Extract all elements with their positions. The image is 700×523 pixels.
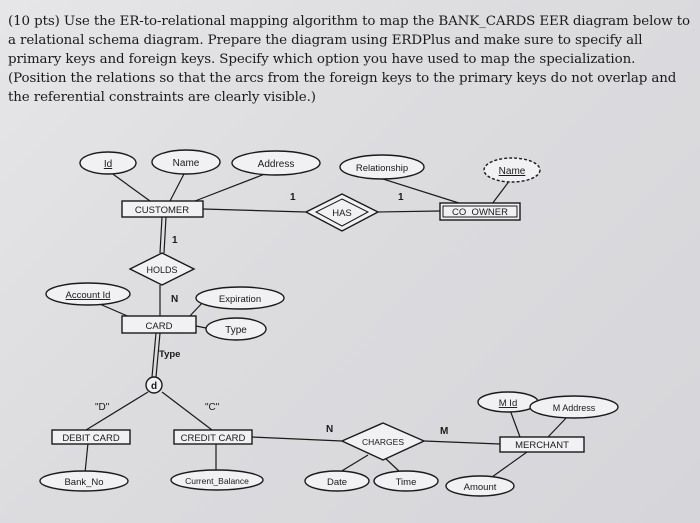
svg-text:Name: Name xyxy=(172,158,200,169)
attribute-date xyxy=(305,471,369,491)
attribute-current-balance xyxy=(171,470,263,490)
svg-text:CARD: CARD xyxy=(145,321,173,332)
svg-text:Relationship: Relationship xyxy=(355,163,409,174)
specialization-defining-attribute: Type xyxy=(159,349,181,360)
svg-text:Amount: Amount xyxy=(463,482,497,493)
svg-text:Name: Name xyxy=(498,166,526,177)
svg-text:Id: Id xyxy=(103,159,113,170)
svg-text:HOLDS: HOLDS xyxy=(146,265,178,275)
specialization-debit-value: "D" xyxy=(95,402,110,413)
svg-text:DEBIT CARD: DEBIT CARD xyxy=(62,433,120,444)
svg-text:Type: Type xyxy=(225,325,247,336)
specialization-circle xyxy=(146,377,162,393)
svg-text:Account Id: Account Id xyxy=(65,290,111,301)
svg-text:M Id: M Id xyxy=(498,398,518,409)
attribute-co-owner-name xyxy=(484,158,540,182)
attribute-co-owner-relationship xyxy=(340,155,424,179)
svg-text:Address: Address xyxy=(257,159,295,170)
relationship-holds xyxy=(130,253,194,285)
svg-text:HAS: HAS xyxy=(332,208,352,219)
attribute-expiration xyxy=(196,287,284,309)
cardinality-holds-card: N xyxy=(171,294,179,305)
svg-text:CO_OWNER: CO_OWNER xyxy=(452,207,508,218)
cardinality-holds-customer: 1 xyxy=(172,235,178,246)
attribute-customer-name xyxy=(152,150,220,174)
problem-text: (10 pts) Use the ER-to-relational mapping algorithm to map the BANK_CARDS EER diagram below to a relational schema diagram. Prepare the diagram using ERDPlus and make sure to specify all primary keys and foreign keys. Specify which option you have used to map the specialization. (Position the relations so that the arcs from the foreign keys to the primary keys do not overlap and the referential constraints are clearly visible.) xyxy=(8,14,690,105)
cardinality-charges-card: N xyxy=(326,424,334,435)
relationship-has xyxy=(306,194,378,231)
attribute-m-address xyxy=(530,396,618,418)
svg-text:Expiration: Expiration xyxy=(218,294,262,305)
specialization-credit-value: "C" xyxy=(205,402,220,413)
svg-text:CHARGES: CHARGES xyxy=(361,437,405,447)
attribute-account-id xyxy=(46,283,130,305)
svg-text:Time: Time xyxy=(395,477,417,488)
attribute-m-id xyxy=(478,392,538,412)
entity-debit-card xyxy=(52,430,130,444)
relationship-charges xyxy=(342,423,424,460)
entity-customer xyxy=(122,201,203,217)
svg-text:MERCHANT: MERCHANT xyxy=(515,440,569,451)
attribute-customer-address xyxy=(232,151,320,175)
entity-card xyxy=(122,316,196,333)
attribute-type xyxy=(206,318,266,340)
svg-text:Bank_No: Bank_No xyxy=(64,477,104,488)
svg-text:M Address: M Address xyxy=(552,403,596,413)
svg-text:Current_Balance: Current_Balance xyxy=(185,476,249,486)
cardinality-has-customer: 1 xyxy=(290,192,296,203)
attribute-bank-no xyxy=(40,471,128,491)
cardinality-has-co-owner: 1 xyxy=(398,192,404,203)
svg-text:CUSTOMER: CUSTOMER xyxy=(134,205,190,216)
entity-merchant xyxy=(500,437,584,452)
entity-co-owner xyxy=(440,203,520,220)
svg-text:Date: Date xyxy=(326,477,348,488)
attribute-customer-id xyxy=(80,152,136,174)
svg-text:CREDIT CARD: CREDIT CARD xyxy=(180,433,246,444)
attribute-time xyxy=(374,471,438,491)
attribute-amount xyxy=(446,476,514,496)
entity-credit-card xyxy=(174,430,252,444)
svg-text:d: d xyxy=(150,381,158,392)
cardinality-charges-merchant: M xyxy=(440,426,449,437)
